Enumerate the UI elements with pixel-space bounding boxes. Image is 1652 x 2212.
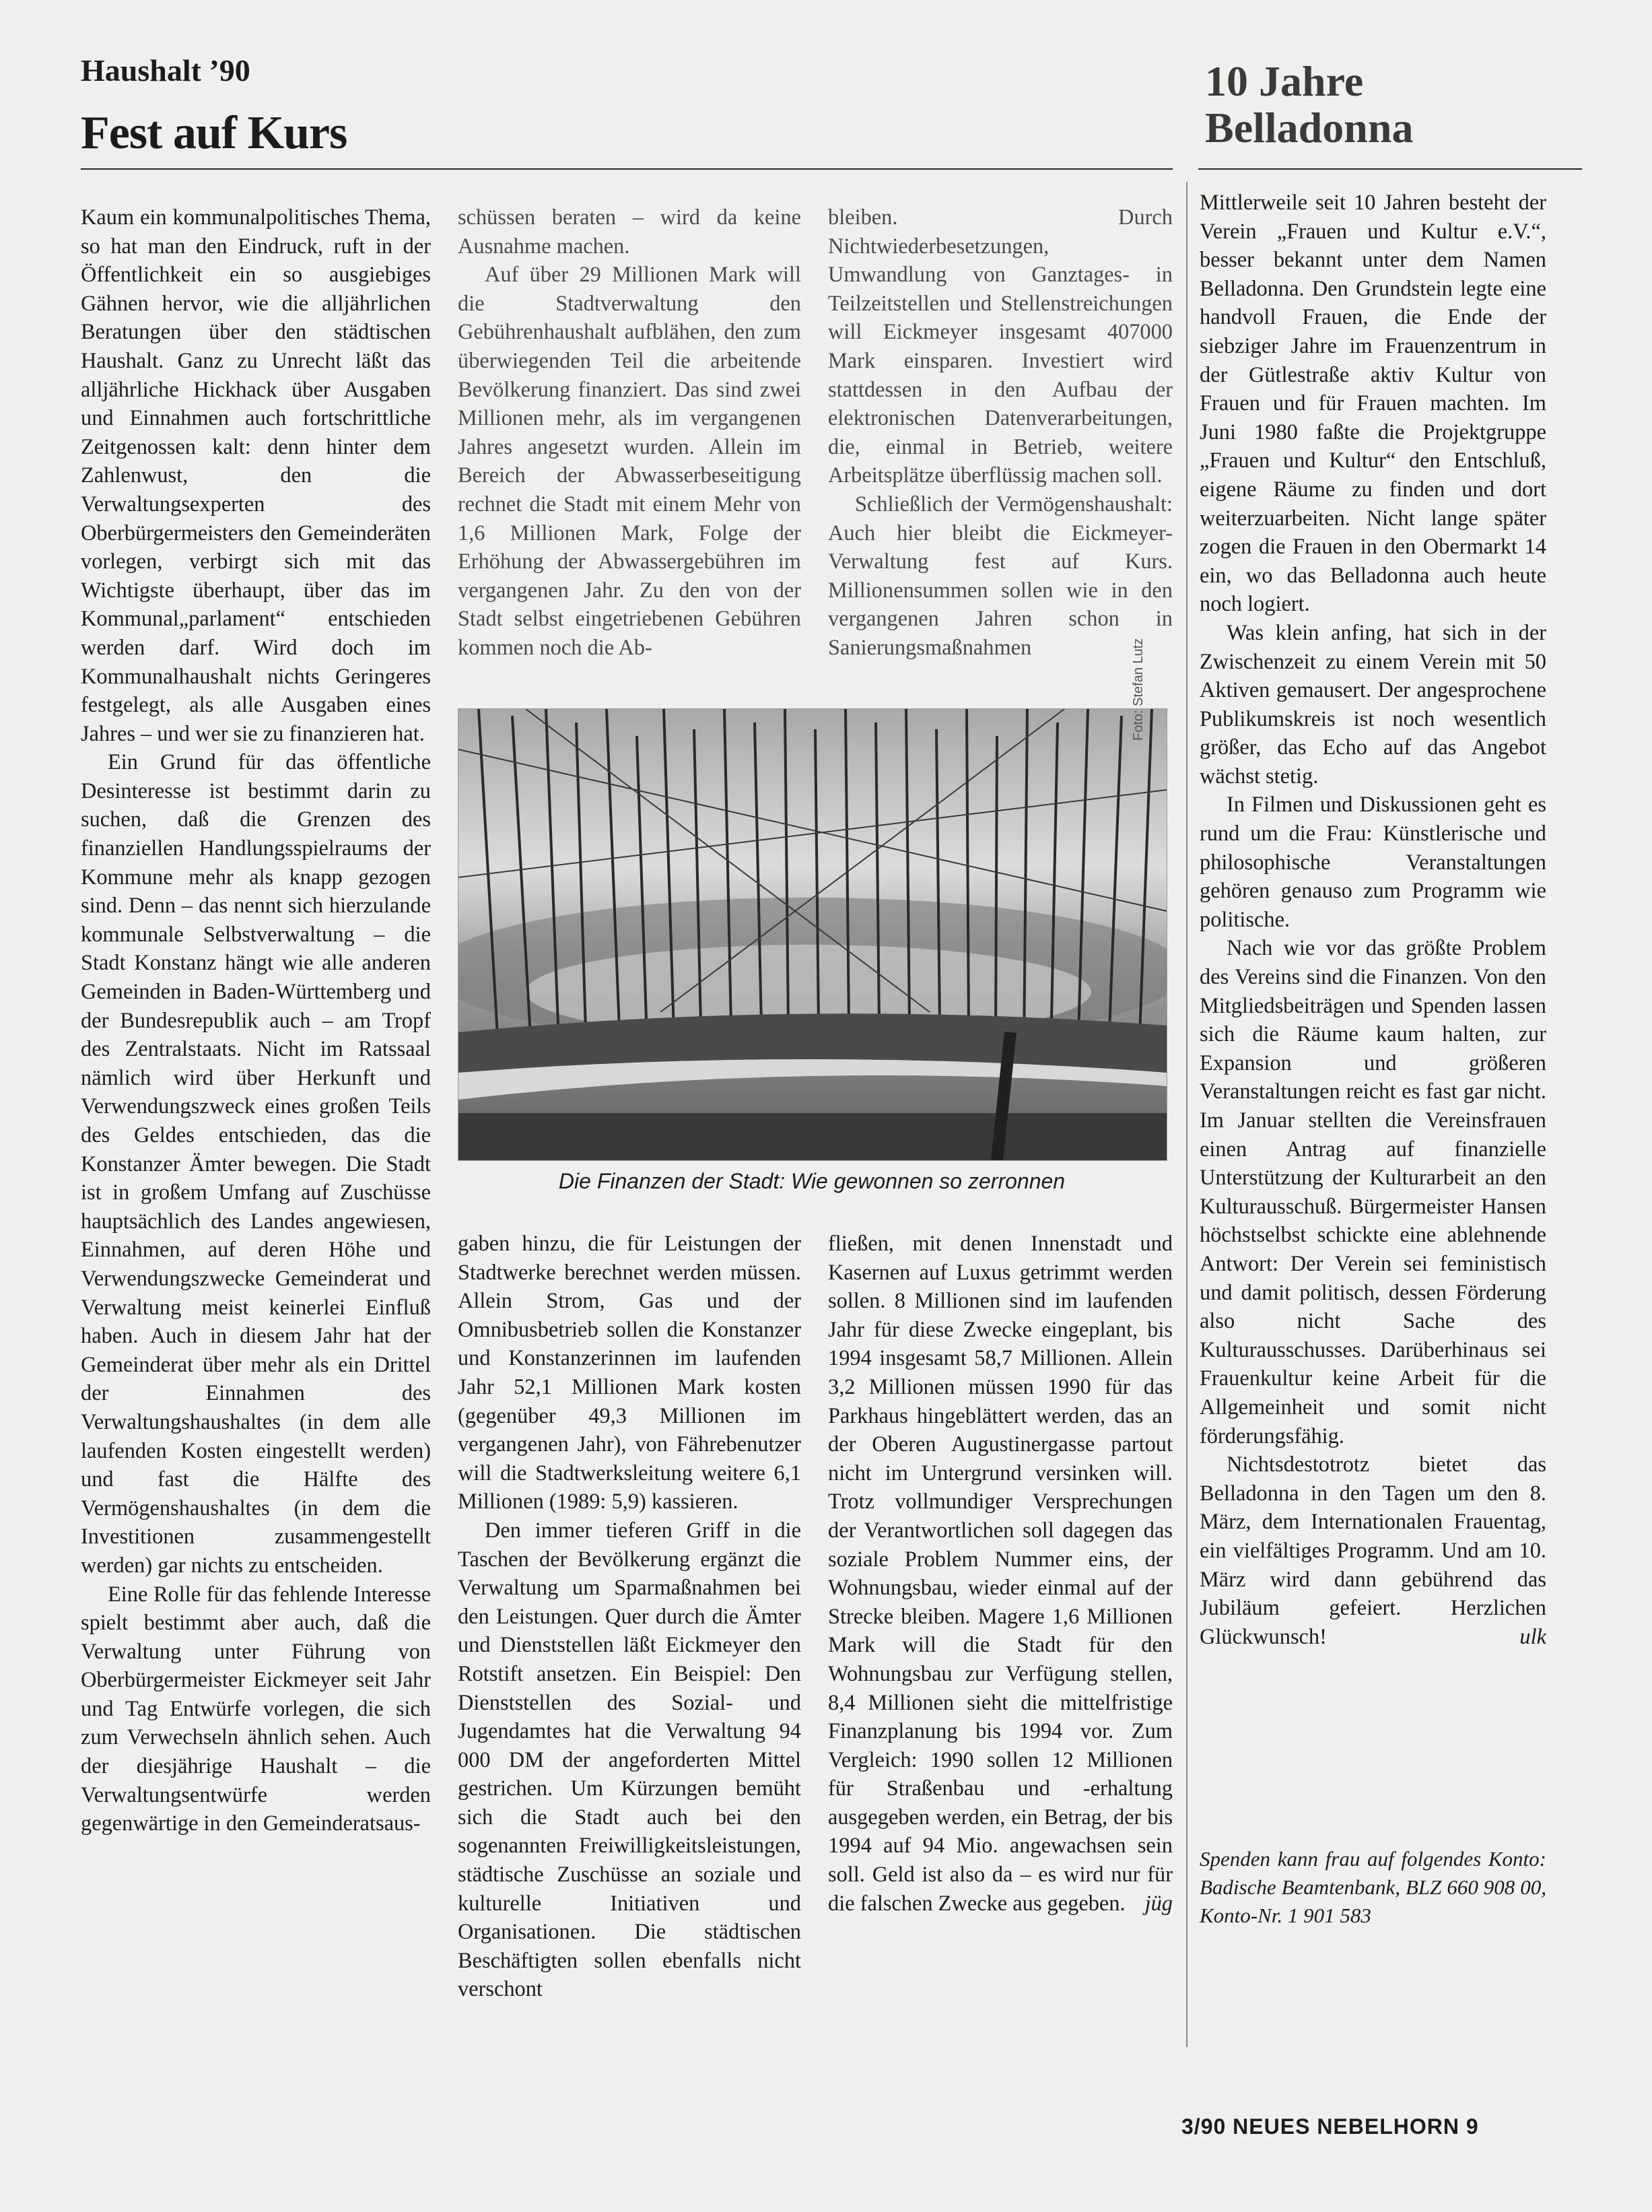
column-3-top: [828, 203, 1173, 695]
side-title-rule: [1198, 168, 1582, 170]
kicker: Haushalt ’90: [81, 53, 250, 88]
photo-reeds-lake: [458, 708, 1167, 1161]
paragraph: Schließlich der Vermögenshaushalt: Auch hier bleibt die Eickmeyer-Verwaltung fest auf Kurs. Millionensummen sollen wie in den vergangenen Jahren schon in Sanierungsmaßnahmen: [828, 492, 1173, 660]
photo-caption: Die Finanzen der Stadt: Wie gewonnen so zerronnen: [558, 1169, 1066, 1193]
paragraph: bleiben. Durch Nichtwiederbesetzungen, Umwandlung von Ganztages- in Teilzeitstellen und Stellenstreichungen will Eickmeyer insgesamt 407000 Mark einsparen. Investiert wird stattdessen in den Aufbau der elektronischen Datenverarbeitungen, die, einmal in Betrieb, weitere Arbeitsplätze überflüssig machen soll.: [828, 205, 1173, 488]
photo-illustration: [458, 709, 1167, 1160]
page-footer: 3/90 NEUES NEBELHORN 9: [1181, 2114, 1479, 2139]
paragraph: Eine Rolle für das fehlende Interesse spielt bestimmt aber auch, daß die Verwaltung unter Führung von Oberbürgermeister Eickmeyer seit Jahr und Tag Entwürfe vorlegen, die sich zum Verwechseln ähnlich sehen. Auch der diesjährige Haushalt – die Verwaltungsentwürfe werden gegenwärtige in den Gemeinderatsaus-: [81, 1582, 431, 1836]
paragraph-text: fließen, mit denen Innenstadt und Kasernen auf Luxus getrimmt werden sollen. 8 Millionen sind im laufenden Jahr für diese Zwecke eingeplant, bis 1994 insgesamt 58,7 Millionen. Allein 3,2 Millionen müssen 1990 für das Parkhaus hingeblättert werden, das an der Oberen Augustinergasse partout nicht im Untergrund versinken will. Trotz vollmundiger Versprechungen der Verantwortlichen soll dagegen das soziale Problem Nummer eins, der Wohnungsbau, wieder einmal auf der Strecke bleiben. Magere 1,6 Millionen Mark will die Stadt für den Wohnungsbau zur Verfügung stellen, 8,4 Millionen sieht die mittelfristige Finanzplanung bis 1994 vor. Zum Vergleich: 1990 sollen 12 Millionen für Straßenbau und -erhaltung ausgegeben werden, ein Betrag, der bis 1994 auf 94 Mio. angewachsen sein soll. Geld ist also da – es wird nur für die falschen Zwecke aus gegeben.: [828, 1232, 1173, 1916]
author-signature: jüg: [1144, 1891, 1173, 1916]
column-2-top: [458, 203, 801, 695]
author-signature: ulk: [1519, 1624, 1546, 1649]
column-divider: [1186, 182, 1188, 2047]
paragraph: Kaum ein kommunalpolitisches Thema, so hat man den Eindruck, ruft in der Öffentlichkeit ein so ausgiebiges Gähnen hervor, wie die alljährlichen Beratungen über den städtischen Haushalt. Ganz zu Unrecht läßt das alljährliche Hickhack über Ausgaben und Einnahmen auch fortschrittliche Zeitgenossen kalt: denn hinter dem Zahlenwust, den die Verwaltungsexperten des Oberbürgermeisters den Gemeinderäten vorlegen, verbirgt sich mit das Wichtigste überhaupt, über das im Kommunal„parlament“ entschieden werden darf. Wird doch im Kommunalhaushalt nichts Geringeres festgelegt, als alle Ausgaben eines Jahres – und wer sie zu finanzieren hat.: [81, 205, 431, 746]
headline-rule: [81, 168, 1173, 170]
column-4: [1200, 189, 1546, 1818]
paragraph: Mittlerweile seit 10 Jahren besteht der Verein „Frauen und Kultur e.V.“, besser bekannt unter dem Namen Belladonna. Den Grundstein legte eine handvoll Frauen, die Ende der siebziger Jahre im Frauenzentrum in der Gütlestraße aktiv Kultur von Frauen und für Frauen machten. Im Juni 1980 faßte die Projektgruppe „Frauen und Kultur“ den Entschluß, eigene Räume zu finden und dort weiterzuarbeiten. Nicht lange später zogen die Frauen in den Obermarkt 14 ein, wo das Belladonna auch heute noch logiert.: [1200, 191, 1546, 617]
paragraph: Den immer tieferen Griff in die Taschen der Bevölkerung ergänzt die Verwaltung um Sparmaßnahmen bei den Leistungen. Quer durch die Ämter und Dienststellen läßt Eickmeyer den Rotstift ansetzen. Ein Beispiel: Den Dienststellen des Sozial- und Jugendamtes hat die Verwaltung 94 000 DM der angeforderten Mittel gestrichen. Um Kürzungen bemüht sich die Stadt auch bei den sogenannten Freiwilligkeitsleistungen, städtische Zuschüsse an soziale und kulturelle Initiativen und Organisationen. Die städtischen Beschäftigten sollen ebenfalls nicht verschont: [458, 1518, 801, 2002]
paragraph-text: Nichtsdestotrotz bietet das Belladonna in den Tagen um den 8. März, dem Internationalen Frauentag, ein vielfältiges Programm. Und am 10. März wird dann gebührend das Jubiläum gefeiert. Herzlichen Glückwunsch!: [1200, 1452, 1546, 1649]
paragraph: Nach wie vor das größte Problem des Vereins sind die Finanzen. Von den Mitgliedsbeiträgen und Spenden lassen sich die Räume kaum halten, zur Expansion und größeren Veranstaltungen reicht es fast gar nicht. Im Januar stellten die Vereinsfrauen einen Antrag auf finanzielle Unterstützung der Kulturarbeit an den Kulturausschuß. Bürgermeister Hansen höchstselbst schickte eine ablehnende Antwort: Der Verein sei feministisch und damit politisch, dessen Förderung also nicht Sache des Kulturausschusses. Darüberhinaus sei Frauenkultur keine Arbeit für die Allgemeinheit und somit nicht förderungsfähig.: [1200, 936, 1546, 1448]
column-3-bottom: [828, 1230, 1173, 2051]
donation-info: Spenden kann frau auf folgendes Konto: Badische Beamtenbank, BLZ 660 908 00, Konto-Nr. 1 901 583: [1200, 1847, 1546, 1927]
side-title-line-2: Belladonna: [1205, 104, 1414, 152]
paragraph: In Filmen und Diskussionen geht es rund um die Frau: Künstlerische und philosophische Veranstaltungen gehören genauso zum Programm wie politische.: [1200, 793, 1546, 932]
column-1: [81, 203, 431, 2048]
paragraph: [1200, 1450, 1546, 1651]
paragraph: gaben hinzu, die für Leistungen der Stadtwerke berechnet werden müssen. Allein Strom, Gas und der Omnibusbetrieb sollen die Konstanzer und Konstanzerinnen im laufenden Jahr 52,1 Millionen Mark kosten (gegenüber 49,3 Millionen im vergangenen Jahr), von Fährebenutzer will die Stadtwerksleitung weitere 6,1 Millionen (1989: 5,9) kassieren.: [458, 1232, 801, 1514]
side-article-title: [1205, 58, 1582, 151]
paragraph: Auf über 29 Millionen Mark will die Stadtverwaltung den Gebührenhaushalt aufblähen, den zum überwiegenden Teil die arbeitende Bevölkerung finanziert. Das sind zwei Millionen mehr, als im vergangenen Jahres angesetzt wurden. Allein im Bereich der Abwasserbeseitigung rechnet die Stadt mit einem Mehr von 1,6 Millionen Mark, Folge der Erhöhung der Abwassergebühren im vergangenen Jahr. Zu den von der Stadt selbst eingetriebenen Gebühren kommen noch die Ab-: [458, 263, 801, 660]
paragraph: [828, 1230, 1173, 1918]
side-title-line-1: 10 Jahre: [1205, 57, 1364, 105]
paragraph: Was klein anfing, hat sich in der Zwischenzeit zu einem Verein mit 50 Aktiven gemausert. Der angesprochene Publikumskreis ist noch wesentlich größer, das Echo auf das Angebot wächst stetig.: [1200, 620, 1546, 789]
paragraph: Ein Grund für das öffentliche Desinteresse ist bestimmt darin zu suchen, daß die Grenzen des finanziellen Handlungsspielraums der Kommune mehr als knapp gezogen sind. Denn – das nennt sich hierzulande kommunale Selbstverwaltung – die Stadt Konstanz hängt wie alle anderen Gemeinden in Baden-Württemberg und der Bundesrepublik auch – am Tropf des Zentralstaats. Nicht im Ratssaal nämlich wird über Herkunft und Verwendungszweck eines großen Teils des Geldes entschieden, das die Konstanzer Ämter bewegen. Die Stadt ist in großem Umfang auf Zuschüsse hauptsächlich des Landes angewiesen, Einnahmen, auf deren Höhe und Verwendungszwecke Gemeinderat und Verwaltung meist keinerlei Einfluß haben. Auch in diesem Jahr hat der Gemeinderat über mehr als ein Drittel der Einnahmen des Verwaltungshaushaltes (in dem alle laufenden Kosten eingestellt werden) und fast die Hälfte des Vermögenshaushaltes (in dem die Investitionen zusammengestellt werden) gar nichts zu entscheiden.: [81, 750, 431, 1578]
column-2-bottom: [458, 1230, 801, 2051]
paragraph: schüssen beraten – wird da keine Ausnahme machen.: [458, 205, 801, 259]
photo-credit: Foto: Stefan Lutz: [1131, 638, 1146, 741]
headline: Fest auf Kurs: [81, 107, 347, 159]
